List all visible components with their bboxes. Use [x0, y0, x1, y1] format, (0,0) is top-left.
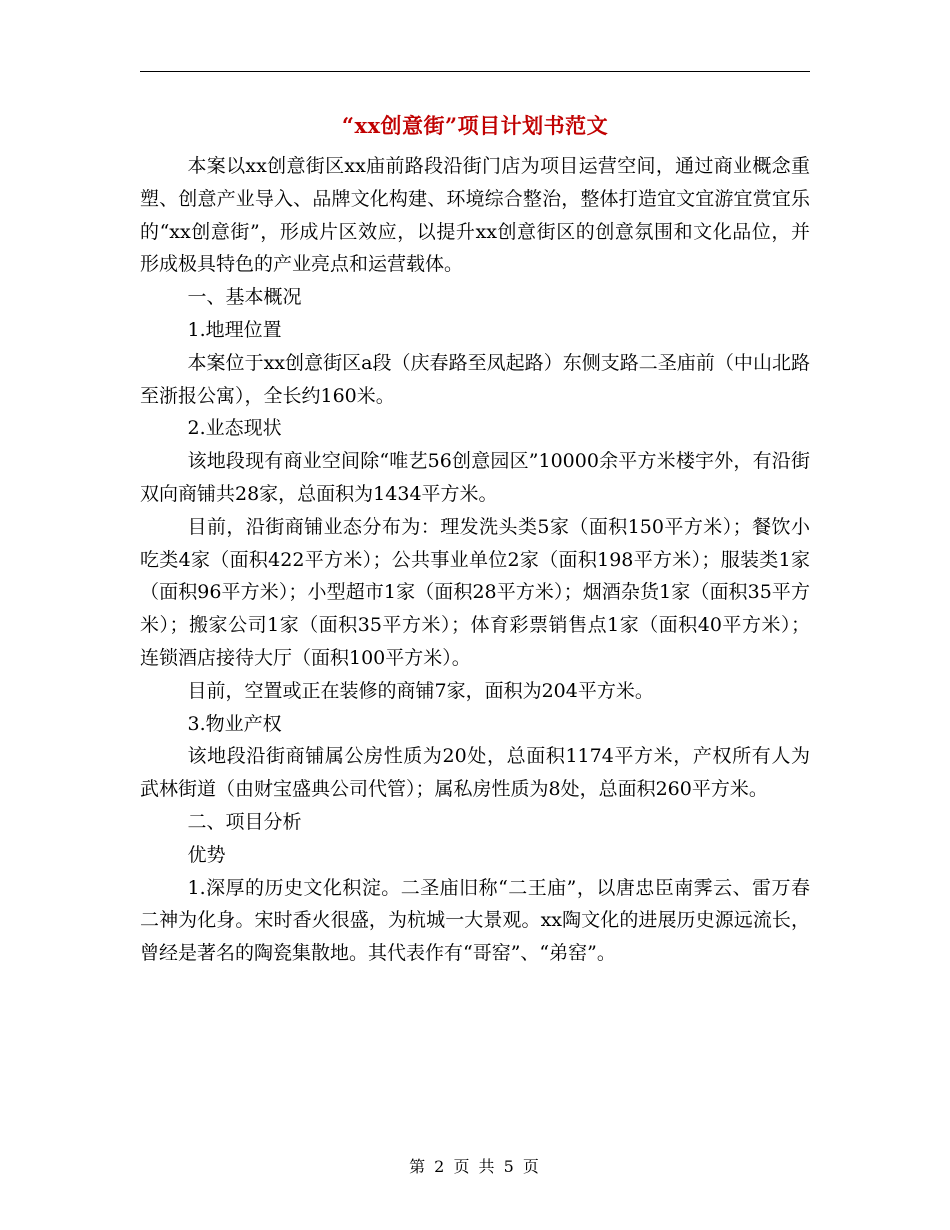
- subheading-business-status: 2.业态现状: [187, 417, 282, 440]
- paragraph-commercial-space: 该地段现有商业空间除“唯艺56创意园区”10000余平方米楼宇外，有沿街双向商铺共28家，总面积为1434平方米。: [140, 450, 810, 505]
- paragraph-history-culture: 1.深厚的历史文化积淀。二圣庙旧称“二王庙”，以唐忠臣南霁云、雷万春二神为化身。宋时香火很盛，为杭城一大景观。xx陶文化的进展历史源远流长，曾经是著名的陶瓷集散地。其代表作有“哥窑”、“弟窑”。: [140, 876, 810, 965]
- paragraph-location: 本案位于xx创意街区a段（庆春路至凤起路）东侧支路二圣庙前（中山北路至浙报公寓），全长约160米。: [140, 351, 810, 407]
- paragraph-property-rights: 该地段沿街商铺属公房性质为20处，总面积1174平方米，产权所有人为武林街道（由财宝盛典公司代管）；属私房性质为8处，总面积260平方米。: [140, 745, 810, 801]
- header-rule: [140, 71, 810, 72]
- document-title: “xx创意街”项目计划书范文: [341, 113, 609, 138]
- heading-basic-overview: 一、基本概况: [187, 286, 302, 309]
- heading-project-analysis: 二、项目分析: [187, 810, 302, 833]
- page-footer: 第 2 页 共 5 页: [409, 1157, 541, 1176]
- subheading-advantages: 优势: [187, 843, 226, 866]
- document-body: [140, 150, 810, 970]
- paragraph-intro: 本案以xx创意街区xx庙前路段沿街门店为项目运营空间，通过商业概念重塑、创意产业导入、品牌文化构建、环境综合整治，整体打造宜文宜游宜赏宜乐的“xx创意街”，形成片区效应，以提升xx创意街区的创意氛围和文化品位，并形成极具特色的产业亮点和运营载体。: [140, 155, 810, 276]
- subheading-property-rights: 3.物业产权: [187, 712, 282, 735]
- paragraph-business-distribution: 目前，沿街商铺业态分布为：理发洗头类5家（面积150平方米）；餐饮小吃类4家（面积422平方米）；公共事业单位2家（面积198平方米）；服装类1家（面积96平方米）；小型超市1家（面积28平方米）；烟酒杂货1家（面积35平方米）；搬家公司1家（面积35平方米）；体育彩票销售点1家（面积40平方米）；连锁酒店接待大厅（面积100平方米）。: [140, 515, 810, 669]
- subheading-location: 1.地理位置: [187, 318, 282, 341]
- paragraph-vacant-shops: 目前，空置或正在装修的商铺7家，面积为204平方米。: [187, 679, 654, 702]
